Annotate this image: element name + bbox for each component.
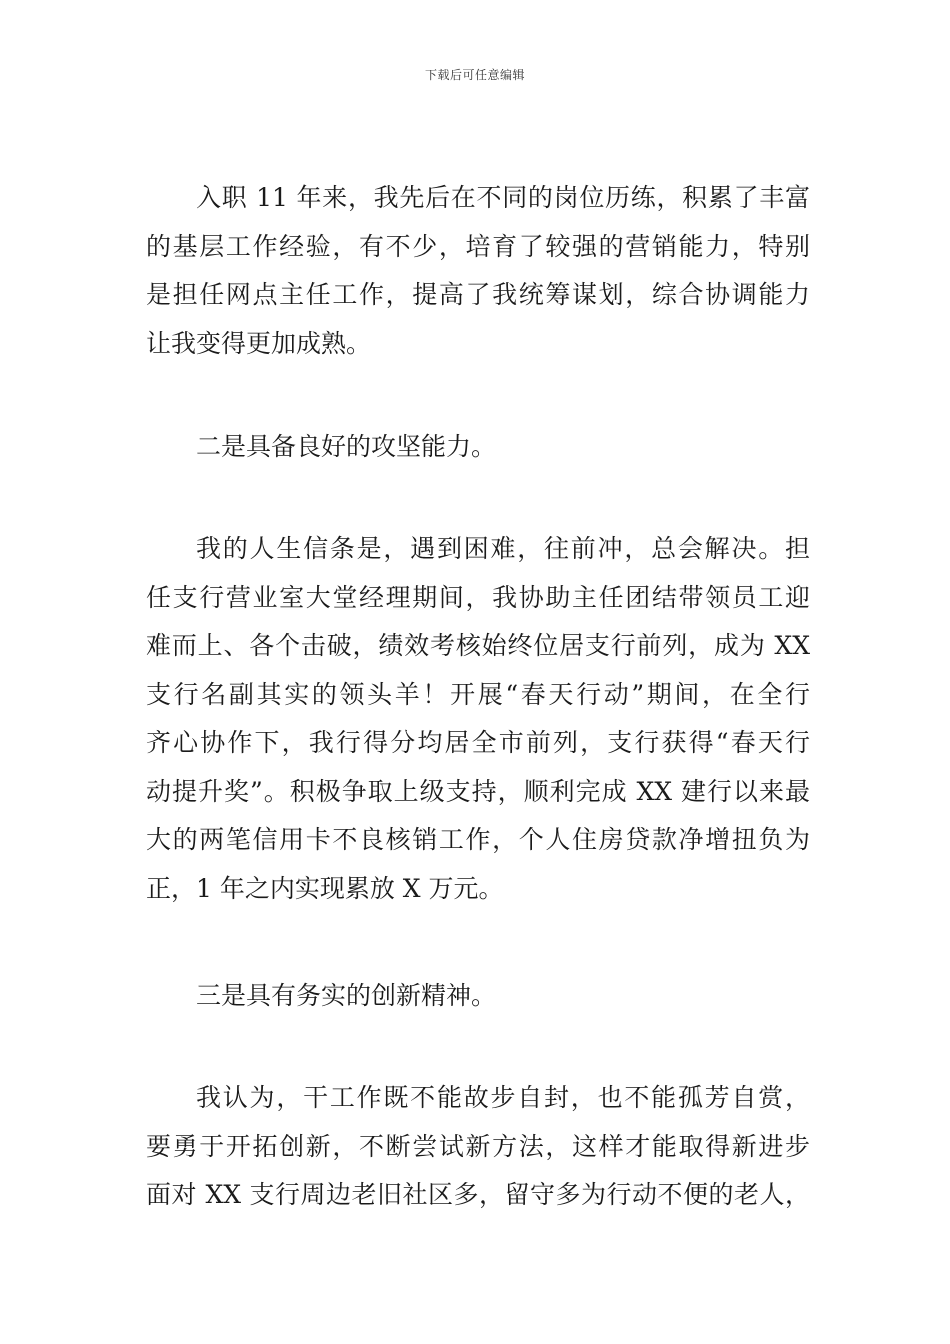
header-note: 下载后可任意编辑: [424, 68, 525, 82]
paragraph-3: [146, 1074, 810, 1220]
paragraph-1: [146, 174, 810, 368]
paragraph-line: 齐心协作下，我行得分均居全市前列，支行获得“春天行: [146, 728, 810, 757]
section-heading-3: [146, 972, 810, 1021]
paragraph-line: 任支行营业室大堂经理期间，我协助主任团结带领员工迎: [146, 582, 810, 612]
paragraph-line: 入职 11 年来，我先后在不同的岗位历练，积累了丰富: [196, 183, 810, 212]
paragraph-line: 正，1 年之内实现累放 X 万元。: [146, 873, 504, 903]
section-heading-text: 三是具有务实的创新精神。: [196, 981, 497, 1010]
section-heading-text: 二是具备良好的攻坚能力。: [196, 432, 497, 461]
paragraph-line: 动提升奖”。积极争取上级支持，顺利完成 XX 建行以来最: [146, 776, 810, 806]
paragraph-line: 大的两笔信用卡不良核销工作，个人住房贷款净增扭负为: [146, 825, 810, 854]
paragraph-line: 面对 XX 支行周边老旧社区多，留守多为行动不便的老人，: [146, 1180, 810, 1209]
paragraph-line: 难而上、各个击破，绩效考核始终位居支行前列，成为 XX: [146, 631, 810, 660]
paragraph-2: [146, 525, 810, 913]
paragraph-line: 的基层工作经验，有不少，培育了较强的营销能力，特别: [146, 231, 810, 261]
paragraph-line: 是担任网点主任工作，提高了我统筹谋划，综合协调能力: [146, 280, 810, 309]
paragraph-line: 我认为，干工作既不能故步自封，也不能孤芳自赏，: [196, 1083, 810, 1112]
paragraph-line: 让我变得更加成熟。: [146, 328, 372, 358]
section-heading-2: [146, 423, 810, 472]
paragraph-line: 我的人生信条是，遇到困难，往前冲，总会解决。担: [196, 534, 810, 563]
paragraph-line: 要勇于开拓创新，不断尝试新方法，这样才能取得新进步: [146, 1131, 810, 1161]
paragraph-line: 支行名副其实的领头羊！开展“春天行动”期间，在全行: [146, 679, 810, 709]
